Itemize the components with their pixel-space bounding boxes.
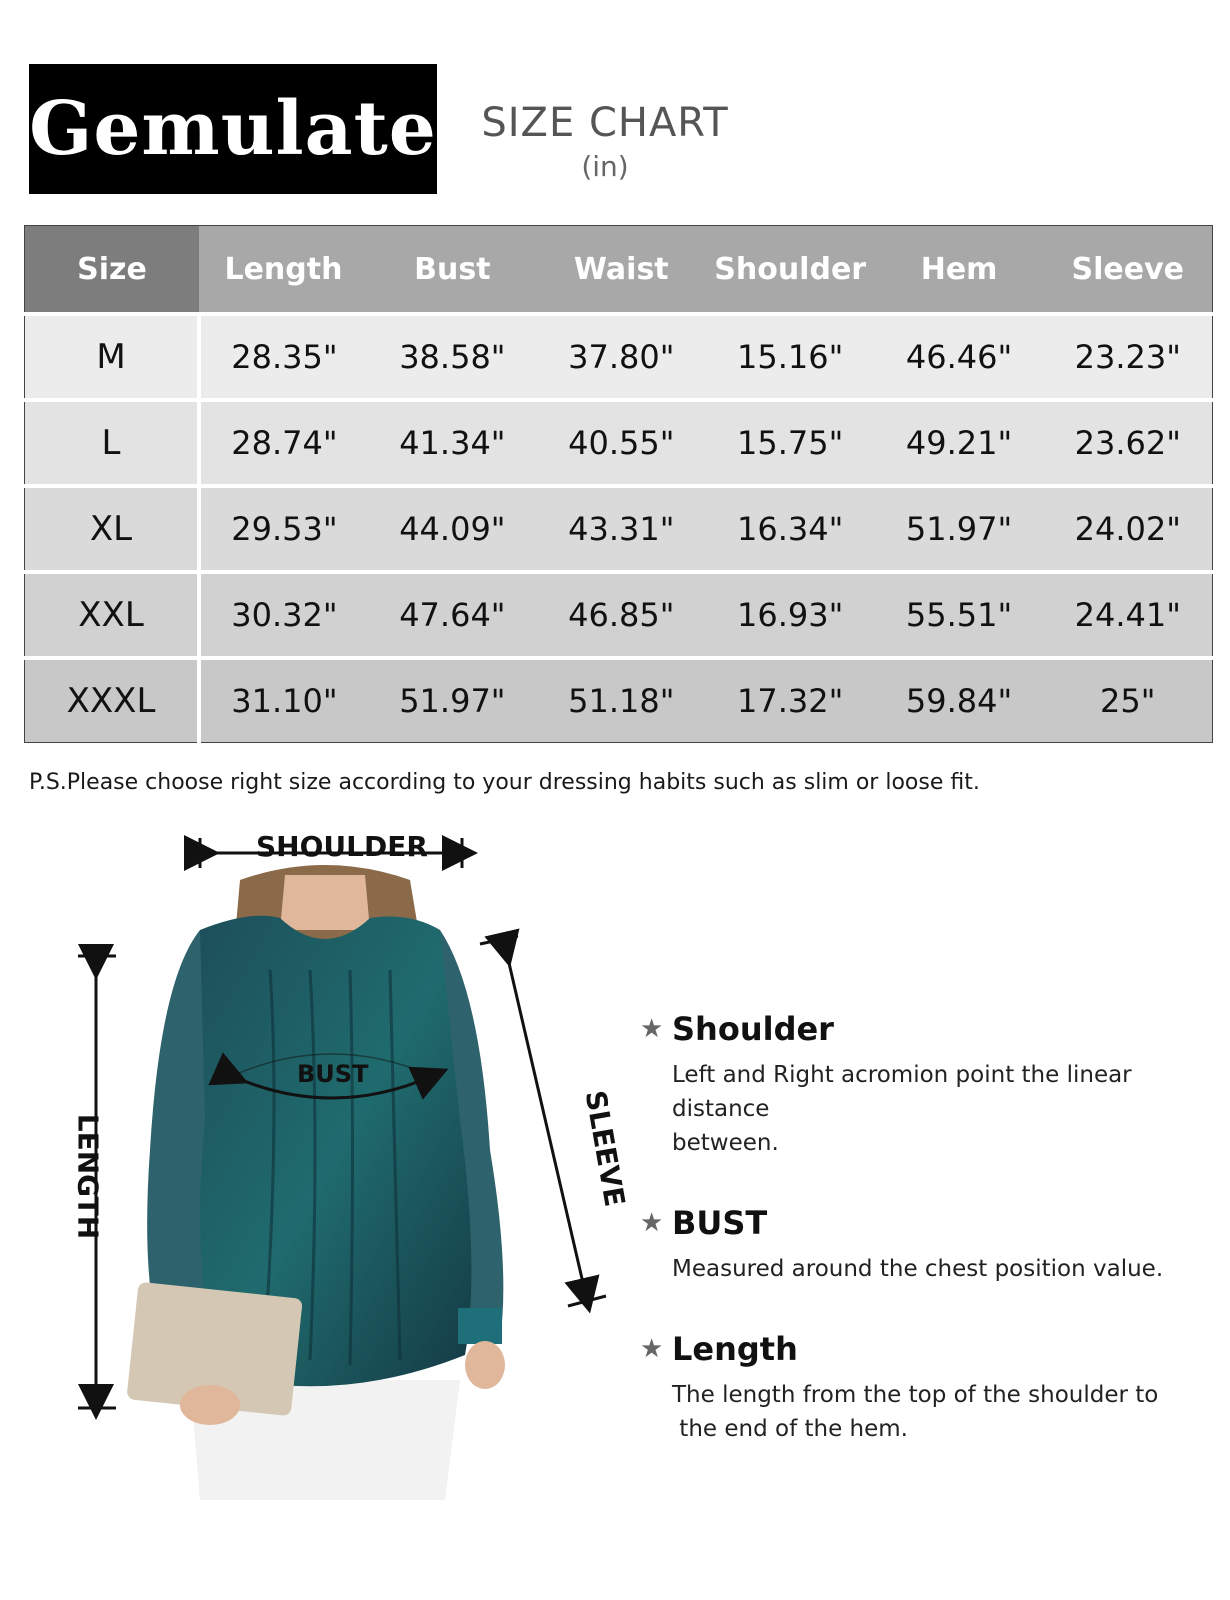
table-cell: 25" (1044, 658, 1213, 743)
definition-line: the end of the hem. (672, 1416, 908, 1442)
header-shoulder: Shoulder (706, 226, 875, 315)
size-cell: L (25, 400, 200, 486)
table-cell: 15.16" (706, 314, 875, 400)
table-row (25, 486, 1213, 572)
table-cell: 31.10" (199, 658, 368, 743)
model-illustration (40, 820, 640, 1540)
hand-left (180, 1385, 240, 1425)
header-hem: Hem (875, 226, 1044, 315)
table-cell: 40.55" (537, 400, 706, 486)
definition-bust (640, 1204, 1210, 1286)
definition-title: Length (672, 1330, 798, 1368)
table-cell: 30.32" (199, 572, 368, 658)
table-cell: 16.93" (706, 572, 875, 658)
table-cell: 29.53" (199, 486, 368, 572)
table-cell: 51.97" (875, 486, 1044, 572)
definition-title: BUST (672, 1204, 768, 1242)
hand-right (465, 1341, 505, 1389)
neck-shape (280, 875, 370, 930)
fit-note: P.S.Please choose right size according to your dressing habits such as slim or loose fit. (29, 770, 980, 795)
chart-title: SIZE CHART (481, 100, 729, 146)
header-size: Size (25, 226, 200, 315)
table-cell: 46.46" (875, 314, 1044, 400)
header-length: Length (199, 226, 368, 315)
table-cell: 49.21" (875, 400, 1044, 486)
header-bust: Bust (368, 226, 537, 315)
table-header-row (25, 226, 1213, 315)
right-cuff (458, 1308, 502, 1344)
table-cell: 38.58" (368, 314, 537, 400)
star-icon: ★ (640, 1014, 664, 1044)
table-cell: 24.41" (1044, 572, 1213, 658)
definition-text (672, 1252, 1210, 1286)
definition-text (672, 1378, 1210, 1446)
table-row (25, 658, 1213, 743)
table-cell: 23.23" (1044, 314, 1213, 400)
table-cell: 43.31" (537, 486, 706, 572)
table-cell: 17.32" (706, 658, 875, 743)
bust-label: BUST (297, 1060, 369, 1088)
sleeve-label: SLEEVE (578, 1087, 632, 1210)
definition-line: The length from the top of the shoulder to (672, 1382, 1159, 1408)
table-cell: 23.62" (1044, 400, 1213, 486)
table-cell: 16.34" (706, 486, 875, 572)
shoulder-label: SHOULDER (256, 830, 428, 863)
size-table (24, 225, 1213, 743)
measurement-definitions (640, 1010, 1210, 1490)
chart-unit: (in) (581, 150, 629, 183)
table-cell: 28.35" (199, 314, 368, 400)
header-waist: Waist (537, 226, 706, 315)
size-cell: XL (25, 486, 200, 572)
header-sleeve: Sleeve (1044, 226, 1213, 315)
brand-name: Gemulate (29, 86, 437, 172)
length-label: LENGTH (71, 1113, 105, 1240)
table-cell: 37.80" (537, 314, 706, 400)
table-cell: 28.74" (199, 400, 368, 486)
table-cell: 24.02" (1044, 486, 1213, 572)
table-cell: 55.51" (875, 572, 1044, 658)
measurement-figure (40, 820, 640, 1540)
table-cell: 15.75" (706, 400, 875, 486)
table-cell: 44.09" (368, 486, 537, 572)
table-cell: 46.85" (537, 572, 706, 658)
definition-line: between. (672, 1130, 779, 1156)
table-cell: 47.64" (368, 572, 537, 658)
size-cell: XXL (25, 572, 200, 658)
definition-title: Shoulder (672, 1010, 834, 1048)
table-cell: 41.34" (368, 400, 537, 486)
brand-logo (29, 64, 437, 194)
star-icon: ★ (640, 1334, 664, 1364)
table-cell: 51.97" (368, 658, 537, 743)
size-cell: XXXL (25, 658, 200, 743)
table-cell: 51.18" (537, 658, 706, 743)
table-row (25, 572, 1213, 658)
definition-line: Measured around the chest position value. (672, 1256, 1164, 1282)
size-cell: M (25, 314, 200, 400)
star-icon: ★ (640, 1208, 664, 1238)
definition-line: Left and Right acromion point the linear distance (672, 1062, 1132, 1122)
table-row (25, 314, 1213, 400)
definition-shoulder (640, 1010, 1210, 1160)
table-cell: 59.84" (875, 658, 1044, 743)
definition-length (640, 1330, 1210, 1446)
table-row (25, 400, 1213, 486)
definition-text (672, 1058, 1210, 1160)
